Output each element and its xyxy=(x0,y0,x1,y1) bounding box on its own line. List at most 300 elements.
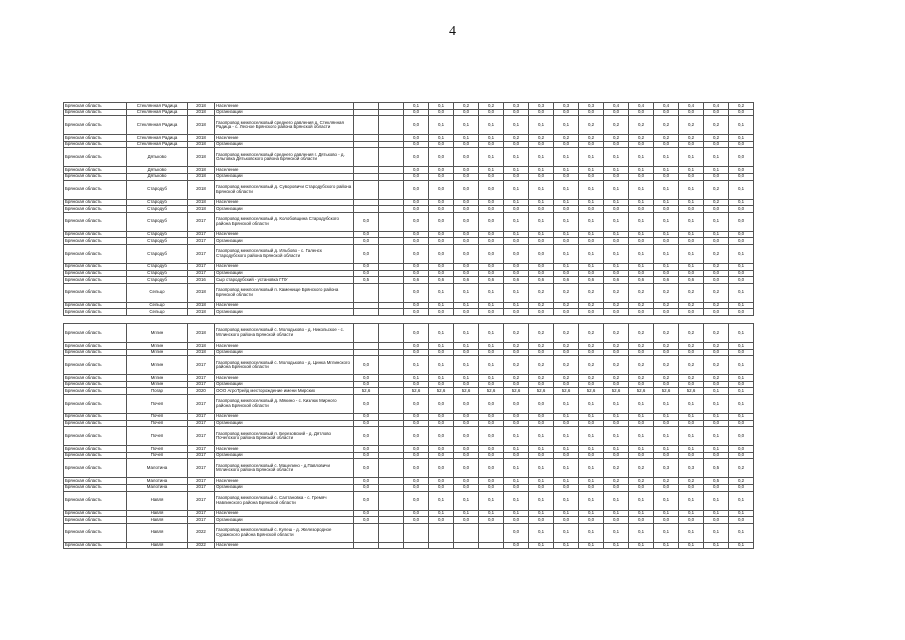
value-cell: 0,1 xyxy=(454,491,479,510)
value-cell: 0,0 xyxy=(629,484,654,491)
value-cell: 0,0 xyxy=(454,141,479,148)
value-cell: 0,1 xyxy=(704,491,729,510)
value-cell: 0,1 xyxy=(604,167,629,174)
description-cell: Газопровод межпоселковый среднего давления д. Стеклянная Радица - с. Лесное Брянского района Брянской области xyxy=(215,116,354,135)
table-row xyxy=(64,116,754,135)
value-cell: 0,2 xyxy=(554,356,579,375)
year-cell: 2018 xyxy=(188,141,215,148)
value-cell: 0,0 xyxy=(404,413,429,420)
value-cell: 0,1 xyxy=(729,523,754,542)
value-cell: 0,0 xyxy=(429,141,454,148)
value-cell: 0,0 xyxy=(504,238,529,245)
value-cell: 0,1 xyxy=(704,413,729,420)
value-cell: 0,0 xyxy=(404,491,429,510)
value-cell: 0,0 xyxy=(454,484,479,491)
settlement-cell: Сельцо xyxy=(127,302,188,309)
value-cell: 0,0 xyxy=(654,381,679,388)
value-cell: 0,2 xyxy=(654,356,679,375)
value-cell xyxy=(354,180,379,199)
table-row xyxy=(64,109,754,116)
value-cell: 0,1 xyxy=(729,135,754,142)
value-cell: 0,0 xyxy=(679,309,704,316)
value-cell: 0,1 xyxy=(679,510,704,517)
value-cell: 0,2 xyxy=(629,116,654,135)
value-cell xyxy=(379,180,404,199)
value-cell: 0,0 xyxy=(404,381,429,388)
table-row xyxy=(64,356,754,375)
value-cell: 0,1 xyxy=(604,542,629,549)
year-cell: 2017 xyxy=(188,244,215,263)
value-cell: 0,1 xyxy=(679,491,704,510)
value-cell xyxy=(354,349,379,356)
value-cell: 0,2 xyxy=(604,375,629,382)
value-cell: 0,1 xyxy=(629,167,654,174)
value-cell: 0,0 xyxy=(429,212,454,231)
value-cell: 0,0 xyxy=(479,484,504,491)
value-cell: 0,1 xyxy=(629,180,654,199)
value-cell: 0,1 xyxy=(504,180,529,199)
region-cell: Брянская область xyxy=(64,356,127,375)
value-cell: 0,2 xyxy=(579,324,604,343)
year-cell: 2017 xyxy=(188,446,215,453)
table-row xyxy=(64,277,754,284)
page-number: 4 xyxy=(449,24,456,39)
region-cell: Брянская область xyxy=(64,375,127,382)
value-cell: 0,0 xyxy=(404,212,429,231)
value-cell: 0,1 xyxy=(654,244,679,263)
value-cell: 0,0 xyxy=(679,420,704,427)
value-cell: 0,0 xyxy=(454,263,479,270)
settlement-cell: Навля xyxy=(127,542,188,549)
value-cell: 0,0 xyxy=(404,420,429,427)
value-cell: 0,0 xyxy=(479,413,504,420)
value-cell: 0,6 xyxy=(429,277,454,284)
value-cell: 0,1 xyxy=(429,116,454,135)
value-cell: 0,0 xyxy=(504,349,529,356)
value-cell: 0,0 xyxy=(354,484,379,491)
value-cell: 0,1 xyxy=(679,212,704,231)
value-cell: 0,0 xyxy=(354,238,379,245)
value-cell: 0,0 xyxy=(729,141,754,148)
value-cell: 0,2 xyxy=(529,135,554,142)
value-cell: 0,2 xyxy=(604,459,629,478)
settlement-cell: Погар xyxy=(127,388,188,395)
value-cell: 0,0 xyxy=(354,517,379,524)
value-cell: 0,0 xyxy=(554,206,579,213)
value-cell: 0,1 xyxy=(529,180,554,199)
year-cell: 2017 xyxy=(188,212,215,231)
region-cell: Брянская область xyxy=(64,109,127,116)
region-cell: Брянская область xyxy=(64,103,127,110)
description-cell: Газопровод межпоселковый д. Суворовичи Стародубского района Брянской области xyxy=(215,180,354,199)
value-cell: 0,0 xyxy=(654,141,679,148)
value-cell: 0,2 xyxy=(529,302,554,309)
value-cell xyxy=(379,141,404,148)
value-cell xyxy=(379,270,404,277)
value-cell: 0,1 xyxy=(554,542,579,549)
description-cell: Население xyxy=(215,167,354,174)
value-cell xyxy=(479,523,504,542)
value-cell xyxy=(379,244,404,263)
value-cell: 52,6 xyxy=(504,388,529,395)
value-cell: 0,1 xyxy=(554,244,579,263)
value-cell: 52,6 xyxy=(679,388,704,395)
value-cell xyxy=(354,343,379,350)
description-cell: Газопровод межпоселковый д. Колобовщина Стародубского района Брянской области xyxy=(215,212,354,231)
value-cell: 0,2 xyxy=(704,199,729,206)
value-cell: 0,1 xyxy=(529,148,554,167)
table-row xyxy=(64,180,754,199)
value-cell: 0,1 xyxy=(529,459,554,478)
value-cell: 0,2 xyxy=(529,324,554,343)
region-cell: Брянская область xyxy=(64,283,127,302)
description-cell: Население xyxy=(215,542,354,549)
value-cell: 0,0 xyxy=(454,517,479,524)
value-cell: 0,0 xyxy=(629,452,654,459)
value-cell: 0,6 xyxy=(529,277,554,284)
value-cell: 0,0 xyxy=(554,381,579,388)
value-cell xyxy=(354,173,379,180)
value-cell: 0,0 xyxy=(479,109,504,116)
value-cell: 0,1 xyxy=(654,427,679,446)
value-cell: 0,1 xyxy=(679,394,704,413)
value-cell: 0,2 xyxy=(504,324,529,343)
value-cell: 0,0 xyxy=(504,381,529,388)
description-cell: Население xyxy=(215,103,354,110)
value-cell: 0,0 xyxy=(504,394,529,413)
value-cell xyxy=(379,420,404,427)
value-cell xyxy=(354,283,379,302)
value-cell: 0,0 xyxy=(679,517,704,524)
value-cell: 0,0 xyxy=(654,420,679,427)
value-cell: 0,0 xyxy=(579,270,604,277)
table-row xyxy=(64,103,754,110)
value-cell: 0,0 xyxy=(429,349,454,356)
region-cell: Брянская область xyxy=(64,212,127,231)
value-cell: 0,0 xyxy=(454,109,479,116)
region-cell: Брянская область xyxy=(64,446,127,453)
value-cell: 0,1 xyxy=(579,446,604,453)
region-cell: Брянская область xyxy=(64,309,127,316)
value-cell: 0,0 xyxy=(704,309,729,316)
value-cell: 0,2 xyxy=(604,283,629,302)
value-cell: 0,0 xyxy=(429,199,454,206)
value-cell: 0,0 xyxy=(454,244,479,263)
value-cell: 0,0 xyxy=(429,452,454,459)
value-cell: 0,0 xyxy=(729,206,754,213)
value-cell xyxy=(379,167,404,174)
value-cell: 0,4 xyxy=(654,103,679,110)
value-cell: 0,1 xyxy=(429,510,454,517)
value-cell xyxy=(379,283,404,302)
table-row xyxy=(64,394,754,413)
value-cell: 0,1 xyxy=(629,413,654,420)
value-cell: 0,0 xyxy=(504,109,529,116)
value-cell: 0,1 xyxy=(654,212,679,231)
value-cell xyxy=(379,199,404,206)
value-cell: 0,1 xyxy=(654,148,679,167)
value-cell: 0,0 xyxy=(429,420,454,427)
value-cell: 0,0 xyxy=(654,452,679,459)
value-cell xyxy=(354,135,379,142)
settlement-cell: Почеп xyxy=(127,446,188,453)
settlement-cell: Стародуб xyxy=(127,180,188,199)
value-cell: 0,2 xyxy=(604,302,629,309)
value-cell: 0,0 xyxy=(654,309,679,316)
description-cell: ООО АгроТрейд месторождение имени Мирских xyxy=(215,388,354,395)
value-cell: 0,0 xyxy=(479,349,504,356)
value-cell: 0,0 xyxy=(729,381,754,388)
value-cell: 0,1 xyxy=(504,478,529,485)
value-cell xyxy=(379,459,404,478)
value-cell: 0,0 xyxy=(629,381,654,388)
value-cell: 0,2 xyxy=(729,478,754,485)
value-cell: 0,1 xyxy=(729,180,754,199)
value-cell xyxy=(379,523,404,542)
region-cell: Брянская область xyxy=(64,244,127,263)
value-cell: 0,4 xyxy=(604,103,629,110)
value-cell: 0,2 xyxy=(629,135,654,142)
settlement-cell: Мглин xyxy=(127,324,188,343)
value-cell: 0,2 xyxy=(504,375,529,382)
value-cell xyxy=(354,309,379,316)
settlement-cell: Стеклянная Радица xyxy=(127,109,188,116)
description-cell: Население xyxy=(215,343,354,350)
value-cell: 0,0 xyxy=(429,238,454,245)
value-cell: 0,1 xyxy=(629,542,654,549)
value-cell: 0,0 xyxy=(679,206,704,213)
value-cell xyxy=(404,542,429,549)
value-cell: 0,1 xyxy=(704,231,729,238)
value-cell: 0,4 xyxy=(629,103,654,110)
value-cell: 0,0 xyxy=(604,206,629,213)
value-cell: 0,0 xyxy=(479,206,504,213)
settlement-cell: Сельцо xyxy=(127,283,188,302)
value-cell: 0,2 xyxy=(629,302,654,309)
settlement-cell: Сельцо xyxy=(127,309,188,316)
value-cell: 0,1 xyxy=(454,302,479,309)
value-cell: 0,0 xyxy=(404,309,429,316)
value-cell: 0,1 xyxy=(579,542,604,549)
value-cell: 0,0 xyxy=(354,491,379,510)
value-cell: 0,0 xyxy=(504,244,529,263)
description-cell: Организации xyxy=(215,206,354,213)
description-cell: Организации xyxy=(215,420,354,427)
value-cell: 0,6 xyxy=(404,277,429,284)
value-cell: 0,1 xyxy=(504,427,529,446)
year-cell: 2018 xyxy=(188,135,215,142)
value-cell: 0,1 xyxy=(554,394,579,413)
value-cell: 0,2 xyxy=(704,180,729,199)
value-cell: 0,0 xyxy=(354,263,379,270)
description-cell: Организации xyxy=(215,349,354,356)
value-cell xyxy=(379,542,404,549)
value-cell: 0,0 xyxy=(429,381,454,388)
value-cell: 0,0 xyxy=(579,452,604,459)
value-cell: 0,2 xyxy=(529,375,554,382)
value-cell: 0,0 xyxy=(454,381,479,388)
value-cell: 0,2 xyxy=(554,302,579,309)
value-cell: 0,0 xyxy=(454,173,479,180)
value-cell xyxy=(379,263,404,270)
value-cell xyxy=(379,375,404,382)
value-cell: 0,2 xyxy=(604,478,629,485)
settlement-cell: Стеклянная Радица xyxy=(127,116,188,135)
value-cell: 0,1 xyxy=(554,231,579,238)
value-cell: 0,0 xyxy=(729,212,754,231)
value-cell: 0,1 xyxy=(479,510,504,517)
value-cell: 0,1 xyxy=(704,523,729,542)
year-cell: 2018 xyxy=(188,302,215,309)
value-cell: 0,2 xyxy=(654,375,679,382)
value-cell: 0,1 xyxy=(704,388,729,395)
value-cell: 0,1 xyxy=(729,542,754,549)
value-cell: 0,1 xyxy=(729,244,754,263)
value-cell: 0,0 xyxy=(729,238,754,245)
value-cell: 0,1 xyxy=(504,491,529,510)
value-cell: 0,0 xyxy=(429,484,454,491)
value-cell: 0,4 xyxy=(704,103,729,110)
value-cell: 0,0 xyxy=(554,238,579,245)
table-row xyxy=(64,324,754,343)
value-cell: 0,1 xyxy=(529,167,554,174)
value-cell: 0,0 xyxy=(504,484,529,491)
value-cell: 0,1 xyxy=(479,491,504,510)
value-cell: 0,2 xyxy=(529,343,554,350)
region-cell: Брянская область xyxy=(64,167,127,174)
value-cell: 0,0 xyxy=(529,263,554,270)
value-cell: 0,1 xyxy=(529,116,554,135)
region-cell: Брянская область xyxy=(64,388,127,395)
value-cell: 0,0 xyxy=(404,270,429,277)
description-cell: Организации xyxy=(215,381,354,388)
table-row xyxy=(64,452,754,459)
value-cell: 0,0 xyxy=(354,375,379,382)
value-cell: 0,1 xyxy=(654,263,679,270)
value-cell: 0,0 xyxy=(729,109,754,116)
region-cell: Брянская область xyxy=(64,484,127,491)
value-cell: 0,0 xyxy=(404,452,429,459)
value-cell: 0,1 xyxy=(654,510,679,517)
value-cell: 0,1 xyxy=(504,510,529,517)
value-cell: 0,0 xyxy=(679,484,704,491)
value-cell: 0,0 xyxy=(429,270,454,277)
value-cell: 0,0 xyxy=(629,420,654,427)
value-cell: 0,0 xyxy=(654,206,679,213)
value-cell: 0,0 xyxy=(654,484,679,491)
description-cell: Население xyxy=(215,263,354,270)
value-cell: 0,1 xyxy=(604,180,629,199)
settlement-cell: Стеклянная Радица xyxy=(127,135,188,142)
value-cell: 0,0 xyxy=(404,244,429,263)
settlement-cell: Почеп xyxy=(127,452,188,459)
value-cell: 0,1 xyxy=(554,510,579,517)
value-cell: 0,0 xyxy=(454,459,479,478)
value-cell: 0,2 xyxy=(604,343,629,350)
value-cell: 0,2 xyxy=(679,343,704,350)
table-row xyxy=(64,446,754,453)
value-cell: 0,1 xyxy=(654,199,679,206)
value-cell: 0,1 xyxy=(604,212,629,231)
value-cell: 0,0 xyxy=(479,238,504,245)
settlement-cell: Мглин xyxy=(127,349,188,356)
value-cell: 0,0 xyxy=(429,263,454,270)
value-cell: 0,0 xyxy=(454,231,479,238)
table-row xyxy=(64,263,754,270)
value-cell: 0,2 xyxy=(529,356,554,375)
value-cell: 0,1 xyxy=(504,302,529,309)
value-cell: 0,2 xyxy=(654,283,679,302)
value-cell: 0,0 xyxy=(704,517,729,524)
value-cell xyxy=(379,356,404,375)
value-cell: 0,0 xyxy=(479,381,504,388)
value-cell: 0,0 xyxy=(679,238,704,245)
value-cell xyxy=(379,517,404,524)
value-cell: 0,2 xyxy=(729,459,754,478)
value-cell: 0,2 xyxy=(579,343,604,350)
settlement-cell: Стеклянная Радица xyxy=(127,141,188,148)
value-cell: 0,0 xyxy=(454,413,479,420)
value-cell: 0,2 xyxy=(454,103,479,110)
value-cell: 0,0 xyxy=(454,309,479,316)
value-cell: 0,0 xyxy=(404,199,429,206)
table-row xyxy=(64,484,754,491)
value-cell: 0,0 xyxy=(479,244,504,263)
value-cell: 0,0 xyxy=(579,420,604,427)
value-cell: 0,0 xyxy=(404,206,429,213)
value-cell: 0,0 xyxy=(704,484,729,491)
value-cell: 0,0 xyxy=(429,446,454,453)
settlement-cell: Стеклянная Радица xyxy=(127,103,188,110)
value-cell: 0,2 xyxy=(679,324,704,343)
value-cell: 0,1 xyxy=(529,542,554,549)
region-cell: Брянская область xyxy=(64,459,127,478)
value-cell: 0,1 xyxy=(579,231,604,238)
value-cell: 0,1 xyxy=(504,212,529,231)
value-cell: 0,1 xyxy=(404,375,429,382)
region-cell: Брянская область xyxy=(64,491,127,510)
value-cell: 0,0 xyxy=(404,484,429,491)
value-cell: 0,0 xyxy=(529,109,554,116)
value-cell: 0,0 xyxy=(429,413,454,420)
region-cell: Брянская область xyxy=(64,542,127,549)
year-cell: 2022 xyxy=(188,542,215,549)
value-cell: 0,0 xyxy=(729,167,754,174)
value-cell: 0,1 xyxy=(429,491,454,510)
value-cell: 0,1 xyxy=(654,523,679,542)
value-cell: 0,0 xyxy=(729,277,754,284)
value-cell: 0,1 xyxy=(429,135,454,142)
description-cell: Организации xyxy=(215,517,354,524)
value-cell: 0,1 xyxy=(454,135,479,142)
value-cell: 0,0 xyxy=(429,394,454,413)
value-cell: 0,1 xyxy=(629,491,654,510)
settlement-cell: Стародуб xyxy=(127,238,188,245)
value-cell: 0,0 xyxy=(354,478,379,485)
value-cell: 0,0 xyxy=(504,452,529,459)
value-cell: 0,0 xyxy=(554,109,579,116)
region-cell: Брянская область xyxy=(64,510,127,517)
value-cell: 52,6 xyxy=(429,388,454,395)
value-cell: 52,6 xyxy=(604,388,629,395)
settlement-cell: Навля xyxy=(127,523,188,542)
value-cell xyxy=(354,523,379,542)
value-cell: 0,1 xyxy=(504,231,529,238)
value-cell: 0,1 xyxy=(479,324,504,343)
value-cell: 0,0 xyxy=(429,427,454,446)
value-cell: 0,0 xyxy=(729,484,754,491)
value-cell: 0,1 xyxy=(529,212,554,231)
